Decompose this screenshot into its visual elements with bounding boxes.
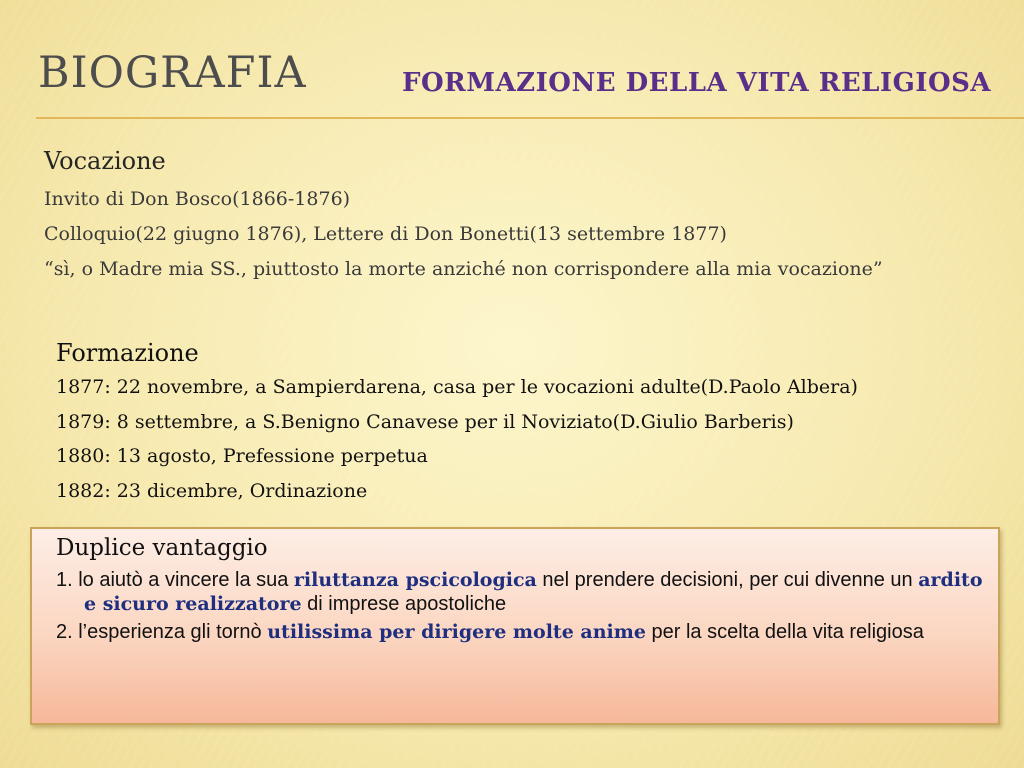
section-heading-vocazione: Vocazione <box>44 147 166 175</box>
vocazione-quote: “sì, o Madre mia SS., piuttosto la morte anziché non corrispondere alla mia vocazione” <box>44 258 883 280</box>
vocazione-line: Invito di Don Bosco(1866-1876) <box>44 188 351 210</box>
highlight-text: ardito e sicuro realizzatore <box>84 569 983 615</box>
box-heading: Duplice vantaggio <box>56 535 268 561</box>
section-formazione <box>56 338 1006 508</box>
vocazione-line: Colloquio(22 giugno 1876), Lettere di Don Bonetti(13 settembre 1877) <box>44 223 727 245</box>
formazione-line: 1879: 8 settembre, a S.Benigno Canavese per il Noviziato(D.Giulio Barberis) <box>56 410 794 433</box>
vantaggio-text: 2. l’esperienza gli tornò <box>56 621 268 643</box>
title-divider <box>36 117 1024 119</box>
formazione-line: 1882: 23 dicembre, Ordinazione <box>56 479 368 502</box>
vantaggio-text: per la scelta della vita religiosa <box>645 621 924 643</box>
section-heading-formazione: Formazione <box>56 339 199 367</box>
vantaggio-text: di imprese apostoliche <box>301 593 507 615</box>
vantaggio-item-1 <box>56 568 986 616</box>
duplice-vantaggio-box <box>30 527 1000 725</box>
vantaggio-text: 1. lo aiutò a vincere la sua <box>56 569 294 591</box>
formazione-line: 1877: 22 novembre, a Sampierdarena, casa per le vocazioni adulte(D.Paolo Albera) <box>56 376 858 398</box>
vantaggio-item-2 <box>56 620 986 644</box>
slide-subtitle: FORMAZIONE DELLA VITA RELIGIOSA <box>402 68 992 98</box>
formazione-line: 1880: 13 agosto, Prefessione perpetua <box>56 445 428 467</box>
vantaggio-text: nel prendere decisioni, per cui divenne un <box>536 569 919 591</box>
slide-title: BIOGRAFIA <box>38 48 307 98</box>
highlight-text: utilissima per dirigere molte anime <box>267 621 646 643</box>
section-vocazione <box>44 146 1004 287</box>
vantaggio-list <box>56 568 986 648</box>
highlight-text: riluttanza pscicologica <box>293 569 537 591</box>
